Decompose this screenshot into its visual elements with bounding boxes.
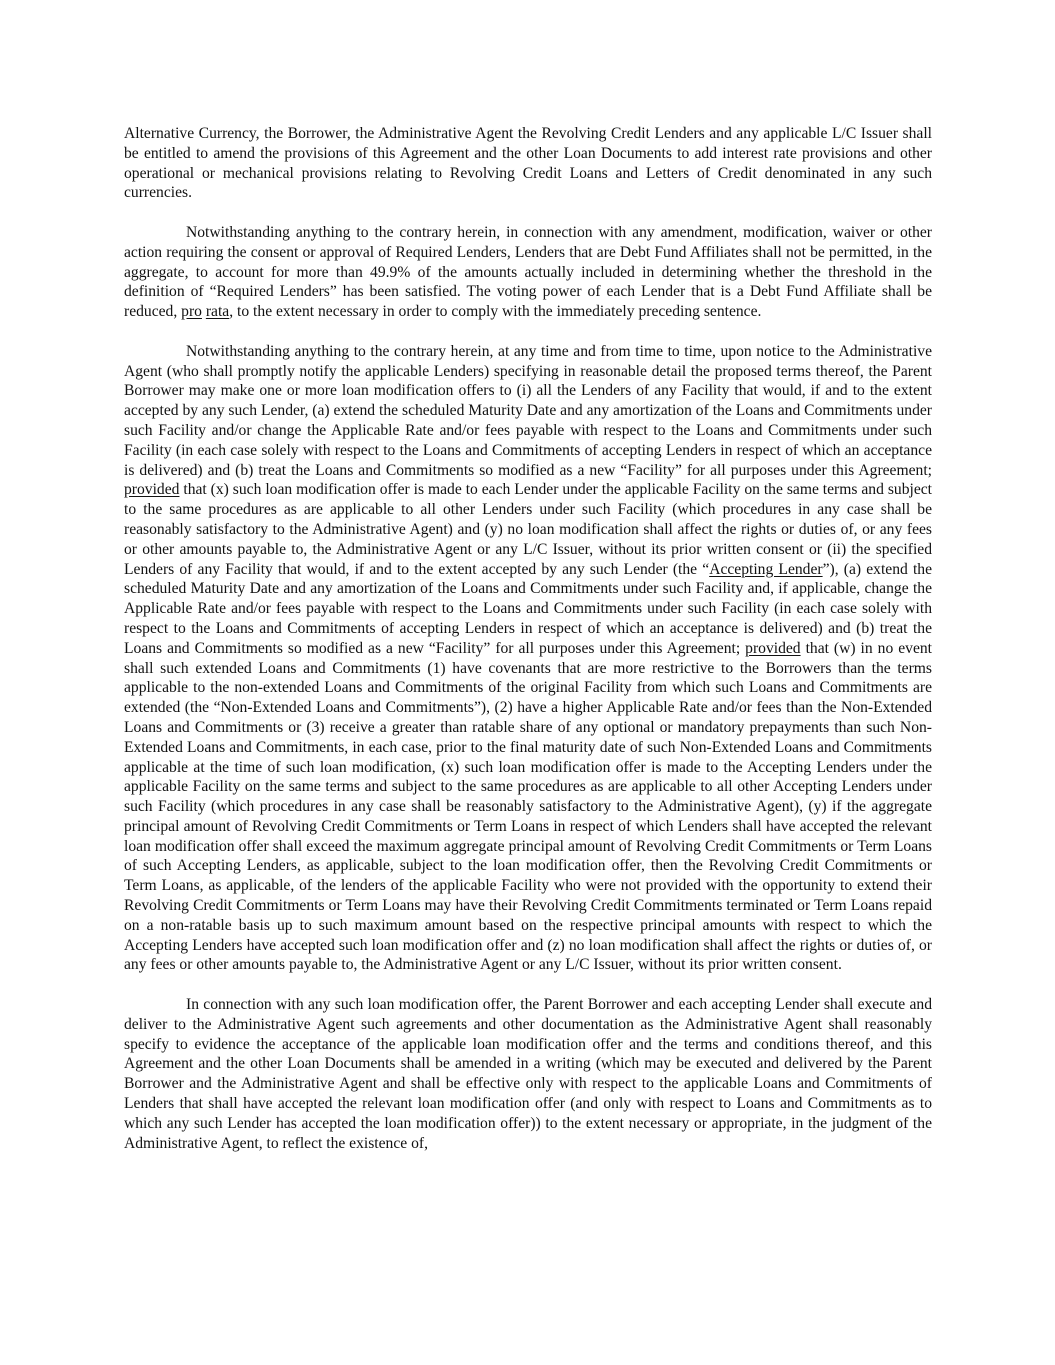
paragraph-text: In connection with any such loan modification offer, the Parent Borrower and each accepting Lender shall execute and deliver to the Administrative Agent such agreements and other documentation as the Administrative Agent shall reasonably specify to evidence the acceptance of the applicable loan modification offer and the terms and conditions thereof, and this Agreement and the other Loan Documents shall be amended in a writing (which may be executed and delivered by the Parent Borrower and the Administrative Agent and shall be effective only with respect to the applicable Loans and Commitments of Lenders that shall have accepted the relevant loan modification offer (and only with respect to Loans and Commitments as to which any such Lender has accepted the loan modification offer)) to the extent necessary or appropriate, in the judgment of the Administrative Agent, to reflect the existence of, <box>124 996 932 1152</box>
paragraph-text: , to the extent necessary in order to comply with the immediately preceding sentence. <box>229 303 762 321</box>
paragraph-modification-documentation <box>124 995 932 1153</box>
defined-term-accepting-lender: Accepting Lender <box>709 560 823 578</box>
paragraph-alternative-currency <box>124 124 932 203</box>
paragraph-text: that (x) such loan modification offer is made to each Lender under the applicable Facility on the same terms and subject to the same procedures as are applicable to all other Lenders under such Facility (which procedures in any case shall be reasonably satisfactory to the Administrative Agent) and (y) no loan modification shall affect the rights or duties of, or any fees or other amounts payable to, the Administrative Agent or any L/C Issuer, without its prior written consent or (ii) the specified Lenders of any Facility that would, if and to the extent accepted by any such Lender (the “ <box>124 481 932 578</box>
document-page <box>124 124 932 1173</box>
paragraph-text: that (w) in no event shall such extended Loans and Commitments (1) have covenants that are more restrictive to the Borrowers than the terms applicable to the non-extended Loans and Commitments of the original Facility from which such Loans and Commitments are extended (the “Non-Extended Loans and Commitments”), (2) have a higher Applicable Rate and/or fees than the Non-Extended Loans and Commitments or (3) receive a greater than ratable share of any optional or mandatory prepayments than such Non-Extended Loans and Commitments, in each case, prior to the final maturity date of such Non-Extended Loans and Commitments applicable at the time of such loan modification, (x) such loan modification offer is made to the Accepting Lenders under the applicable Facility on the same terms and subject to the same procedures as are applicable to all other Accepting Lenders under such Facility (which procedures in any case shall be reasonably satisfactory to the Administrative Agent), (y) if the aggregate principal amount of Revolving Credit Commitments or Term Loans in respect of which Lenders shall have accepted the relevant loan modification offer shall exceed the maximum aggregate principal amount of Revolving Credit Commitments or Term Loans of such Accepting Lenders, as applicable, subject to the loan modification offer, then the Revolving Credit Commitments or Term Loans, as applicable, of the lenders of the applicable Facility who were not provided with the opportunity to extend their Revolving Credit Commitments or Term Loans may have their Revolving Credit Commitments terminated or Term Loans repaid on a non-ratable basis up to such maximum amount based on the respective principal amounts with respect to which the Accepting Lenders have accepted such loan modification offer and (z) no loan modification shall affect the rights or duties of, or any fees or other amounts payable to, the Administrative Agent or any L/C Issuer, without its prior written consent. <box>124 639 932 974</box>
underlined-term-rata: rata <box>205 303 230 321</box>
underlined-term-provided: provided <box>124 481 180 499</box>
paragraph-text: Alternative Currency, the Borrower, the Administrative Agent the Revolving Credit Lenders and any applicable L/C Issuer shall be entitled to amend the provisions of this Agreement and the other Loan Documents to add interest rate provisions and other operational or mechanical provisions relating to Revolving Credit Loans and Letters of Credit denominated in any such currencies. <box>124 125 932 202</box>
paragraph-debt-fund-affiliates <box>124 223 932 322</box>
paragraph-loan-modification-offers <box>124 342 932 976</box>
underlined-term-provided: provided <box>745 639 801 657</box>
paragraph-text: Notwithstanding anything to the contrary herein, in connection with any amendment, modification, waiver or other action requiring the consent or approval of Required Lenders, Lenders that are Debt Fund Affiliates shall not be permitted, in the aggregate, to account for more than 49.9% of the amounts actually included in determining whether the threshold in the definition of “Required Lenders” has been satisfied. The voting power of each Lender that is a Debt Fund Affiliate shall be reduced, <box>124 223 932 321</box>
underlined-term-pro: pro <box>181 303 202 321</box>
paragraph-text: Notwithstanding anything to the contrary herein, at any time and from time to time, upon notice to the Administrative Agent (who shall promptly notify the applicable Lenders) specifying in reasonable detail the proposed terms thereof, the Parent Borrower may make one or more loan modification offers to (i) all the Lenders of any Facility that would, if and to the extent accepted by any such Lender, (a) extend the scheduled Maturity Date and any amortization of the Loans and Commitments under such Facility and/or change the Applicable Rate and/or fees payable with respect to the Loans and Commitments under such Facility (in each case solely with respect to the Loans and Commitments of accepting Lenders in respect of which an acceptance is delivered) and (b) treat the Loans and Commitments so modified as a new “Facility” for all purposes under this Agreement; <box>124 342 932 479</box>
paragraph-text: ”), (a) extend the scheduled Maturity Date and any amortization of the Loans and Commitments under such Facility and, if applicable, change the Applicable Rate and/or fees payable with respect to the Loans and Commitments under such Facility (in each case solely with respect to the Loans and Commitments of accepting Lenders in respect of which an acceptance is delivered) and (b) treat the Loans and Commitments so modified as a new “Facility” for all purposes under this Agreement; <box>124 560 933 657</box>
